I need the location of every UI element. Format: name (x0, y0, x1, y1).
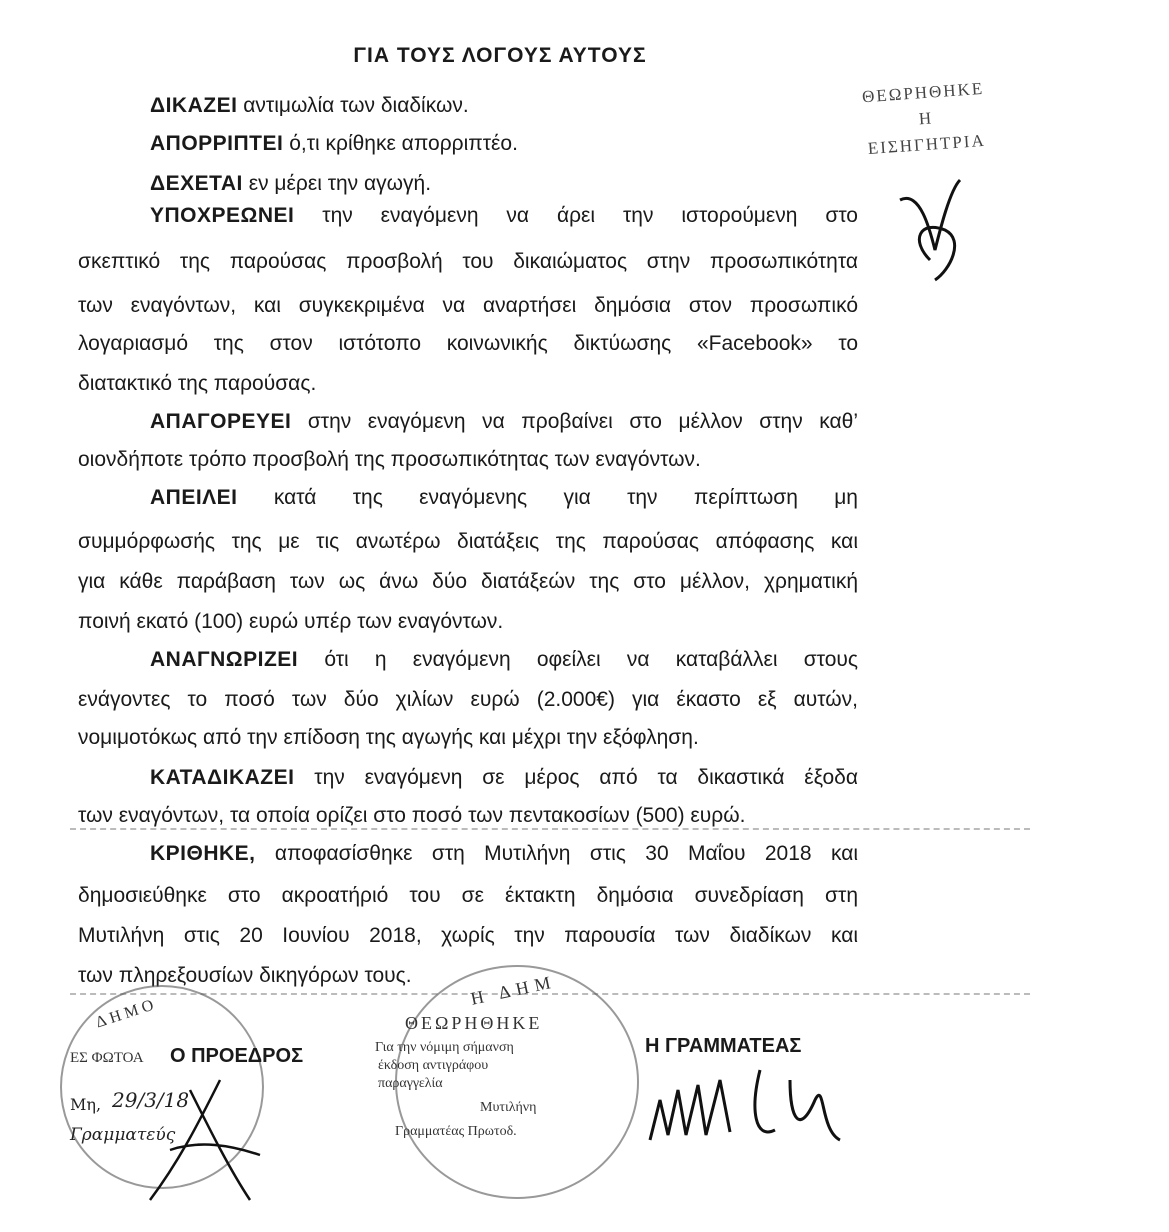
paragraph-line: Μυτιλήνη στις 20 Ιουνίου 2018, χωρίς την παρουσία των διαδίκων και (78, 924, 858, 947)
section-heading: ΓΙΑ ΤΟΥΣ ΛΟΓΟΥΣ ΑΥΤΟΥΣ (353, 44, 647, 67)
paragraph-text: την εναγόμενη να άρει την ιστορούμενη στο (322, 204, 858, 227)
clerk-handwriting: Γραμματεύς (70, 1125, 176, 1145)
certified-copy-line: Γραμματέας Πρωτοδ. (395, 1124, 517, 1139)
operative-keyword: ΔΕΧΕΤΑΙ (150, 172, 243, 195)
scan-artifact-line (70, 828, 1030, 830)
operative-keyword: ΑΠΑΓΟΡΕΥΕΙ (150, 410, 292, 433)
certified-copy-line: έκδοση αντιγράφου (378, 1058, 489, 1073)
paragraph-first-line (150, 764, 858, 792)
paragraph-text: ό,τι κρίθηκε απορριπτέο. (289, 132, 518, 155)
operative-keyword: ΥΠΟΧΡΕΩΝΕΙ (150, 204, 295, 227)
paragraph-line: συμμόρφωσής της με τις ανωτέρω διατάξεις της παρούσας απόφασης και (78, 530, 858, 553)
review-stamp-line: ΘΕΩΡΗΘΗΚΕ (861, 78, 985, 107)
paragraph-text: στην εναγόμενη να προβαίνει στο μέλλον στην καθ’ (307, 410, 858, 433)
operative-keyword: ΑΠΟΡΡΙΠΤΕΙ (150, 132, 284, 155)
paragraph-text: εν μέρει την αγωγή. (248, 172, 432, 195)
paragraph-line: διατακτικό της παρούσας. (78, 372, 317, 395)
paragraph-line: λογαριασμό της στον ιστότοπο κοινωνικής δικτύωσης «Facebook» το (78, 332, 858, 355)
paragraph-line: οιονδήποτε τρόπο προσβολή της προσωπικότητας των εναγόντων. (78, 448, 701, 471)
paragraph-line: για κάθε παράβαση των ως άνω δύο διατάξεών της στο μέλλον, χρηματική (78, 570, 858, 593)
paragraph-first-line (150, 484, 858, 512)
paragraph-line: δημοσιεύθηκε στο ακροατήριό του σε έκτακτη δημόσια συνεδρίαση στη (78, 884, 858, 907)
paragraph-first-line (150, 646, 858, 674)
certified-copy-line: Για την νόμιμη σήμανση (375, 1040, 514, 1055)
seal-date-prefix: Μη, (70, 1095, 102, 1114)
paragraph-line: των εναγόντων, και συγκεκριμένα να αναρτήσει δημόσια στον προσωπικό (78, 294, 858, 317)
paragraph-line: των πληρεξουσίων δικηγόρων τους. (78, 964, 412, 987)
operative-keyword: ΚΑΤΑΔΙΚΑΖΕΙ (150, 766, 295, 789)
president-title: Ο ΠΡΟΕΔΡΟΣ (170, 1045, 304, 1067)
paragraph-line: νομιμοτόκως από την επίδοση της αγωγής και μέχρι την εξόφληση. (78, 726, 699, 749)
review-stamp (847, 75, 1002, 163)
certified-copy-title: ΘΕΩΡΗΘΗΚΕ (405, 1013, 543, 1033)
rapporteur-signature (890, 170, 980, 290)
secretary-signature (640, 1040, 880, 1150)
certified-copy-line: Μυτιλήνη (480, 1100, 537, 1115)
paragraph-line: σκεπτικό της παρούσας προσβολή του δικαιώματος στην προσωπικότητα (78, 250, 858, 273)
secretary-title: Η ΓΡΑΜΜΑΤΕΑΣ (645, 1035, 802, 1057)
paragraph-first-line (150, 840, 858, 868)
president-signature (130, 1060, 280, 1210)
paragraph-first-line (150, 170, 858, 198)
paragraph-line: ενάγοντες το ποσό των δύο χιλίων ευρώ (2.000€) για έκαστο εξ αυτών, (78, 688, 858, 711)
operative-keyword: ΑΠΕΙΛΕΙ (150, 486, 238, 509)
paragraph-first-line (150, 408, 858, 436)
paragraph-first-line (150, 130, 858, 158)
paragraph-first-line (150, 92, 858, 120)
court-seal-center-arc: Η ΔΗΜ (468, 971, 559, 1009)
paragraph-first-line (150, 202, 858, 230)
paragraph-text: την εναγόμενη σε μέρος από τα δικαστικά έξοδα (314, 766, 859, 789)
paragraph-text: ότι η εναγόμενη οφείλει να καταβάλλει στους (324, 648, 858, 671)
review-stamp-line: Η (918, 108, 932, 129)
paragraph-text: αντιμωλία των διαδίκων. (243, 94, 469, 117)
paragraph-text: κατά της εναγόμενης για την περίπτωση μη (273, 486, 858, 509)
review-stamp-line: ΕΙΣΗΓΗΤΡΙΑ (867, 130, 987, 159)
operative-keyword: ΔΙΚΑΖΕΙ (150, 94, 238, 117)
court-seal-left-fragment: ΕΣ ΦΩΤΟΑ (70, 1050, 144, 1066)
certified-copy-line: παραγγελία (378, 1076, 443, 1091)
paragraph-line: των εναγόντων, τα οποία ορίζει στο ποσό των πεντακοσίων (500) ευρώ. (78, 804, 746, 827)
paragraph-line: ποινή εκατό (100) ευρώ υπέρ των εναγόντων. (78, 610, 504, 633)
court-seal-left-arc: ΔΗΜΟ (93, 995, 160, 1032)
paragraph-text: αποφασίσθηκε στη Μυτιλήνη στις 30 Μαΐου 2018 και (274, 842, 859, 865)
president-signature-date: 29/3/18 (112, 1088, 190, 1112)
operative-keyword: ΚΡΙΘΗΚΕ, (150, 842, 256, 865)
operative-keyword: ΑΝΑΓΝΩΡΙΖΕΙ (150, 648, 299, 671)
